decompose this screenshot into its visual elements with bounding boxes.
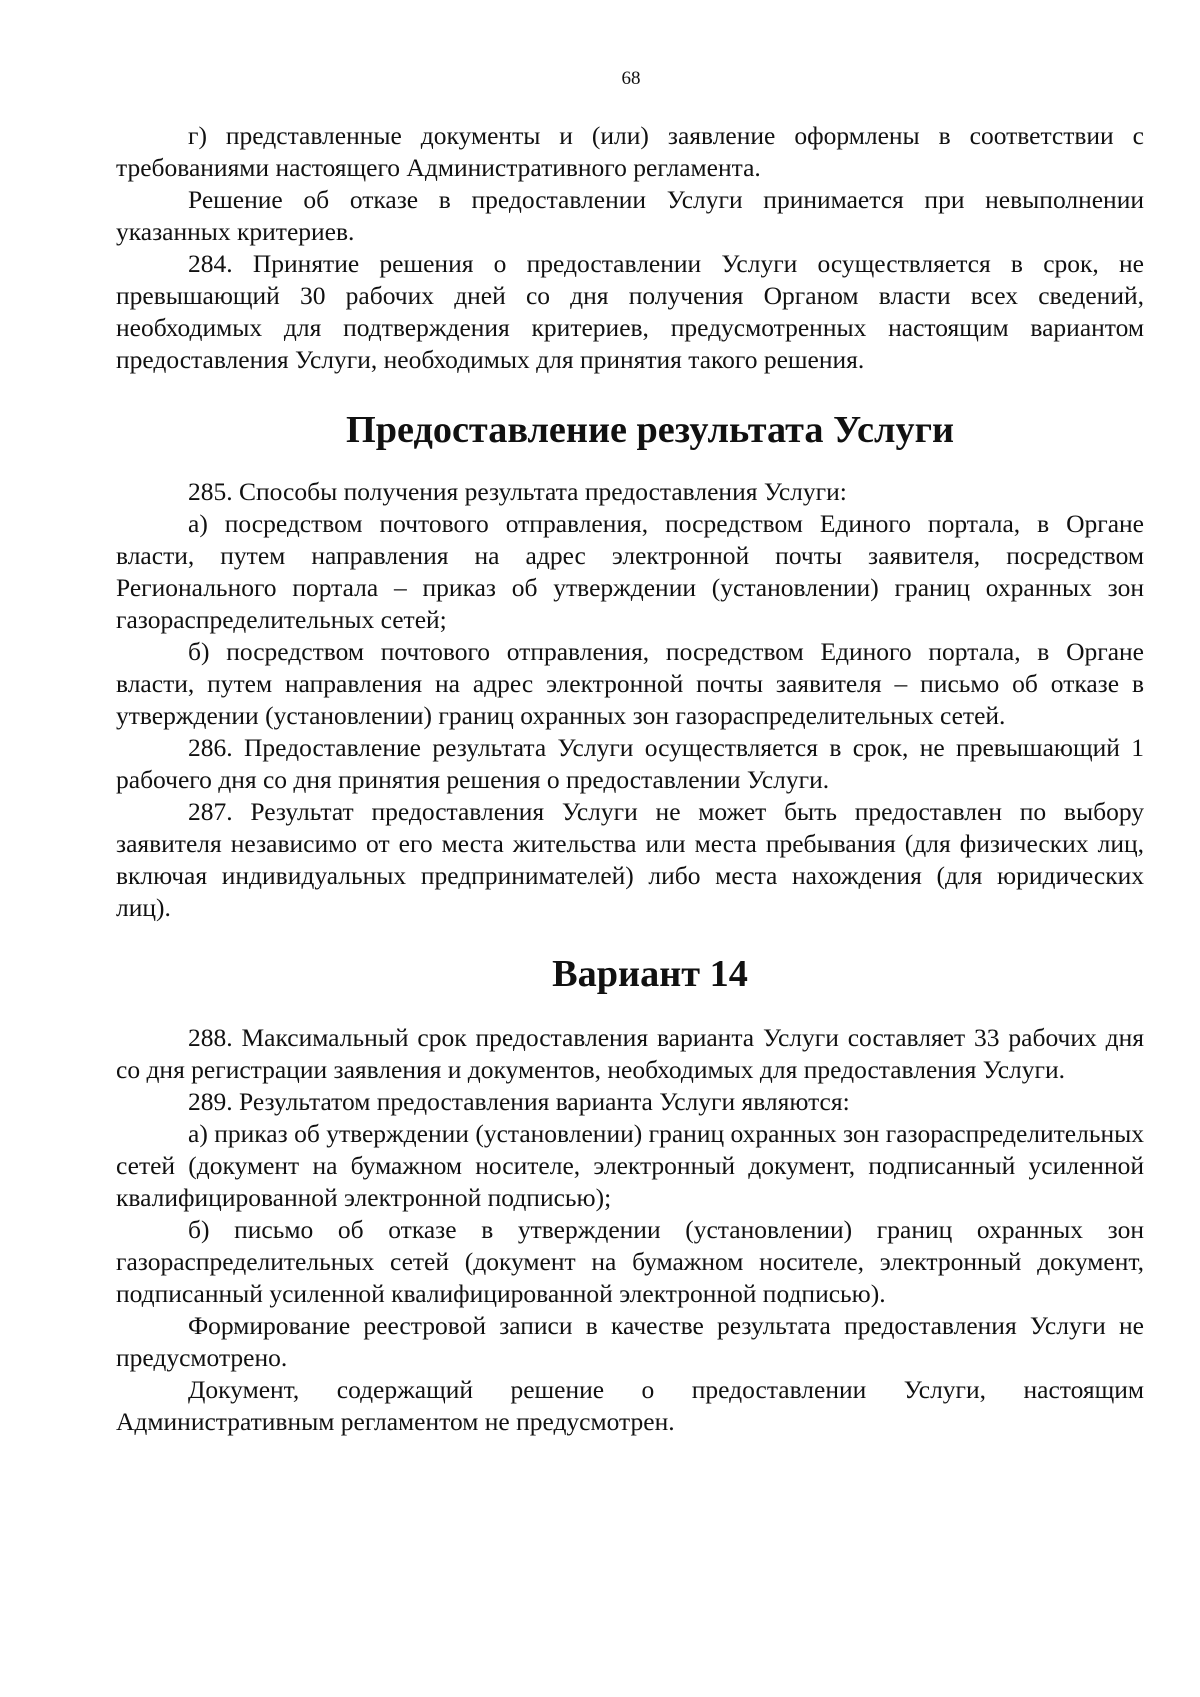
paragraph-289-a: а) приказ об утверждении (установлении) границ охранных зон газораспределительных сетей (документ на бумажном носителе, электронный документ, подписанный усиленной квалифицированной электронной подписью); bbox=[116, 1119, 1144, 1212]
paragraph-285-a: а) посредством почтового отправления, посредством Единого портала, в Органе власти, путем направления на адрес электронной почты заявителя, посредством Регионального портала – приказ об утверждении (установлении) границ охранных зон газораспределительных сетей; bbox=[116, 509, 1144, 634]
section-heading-result: Предоставление результата Услуги bbox=[345, 409, 954, 451]
page-number: 68 bbox=[621, 68, 641, 89]
paragraph-289-b: б) письмо об отказе в утверждении (установлении) границ охранных зон газораспределительных сетей (документ на бумажном носителе, электронный документ, подписанный усиленной квалифицированной электронной подписью). bbox=[116, 1215, 1144, 1308]
paragraph-decision-document: Документ, содержащий решение о предоставлении Услуги, настоящим Административным регламентом не предусмотрен. bbox=[116, 1375, 1144, 1436]
paragraph-289: 289. Результатом предоставления варианта Услуги являются: bbox=[188, 1087, 850, 1116]
paragraph-285-b: б) посредством почтового отправления, посредством Единого портала, в Органе власти, путем направления на адрес электронной почты заявителя – письмо об отказе в утверждении (установлении) границ охранных зон газораспределительных сетей. bbox=[116, 637, 1144, 730]
paragraph-registry-record: Формирование реестровой записи в качестве результата предоставления Услуги не предусмотрено. bbox=[116, 1311, 1144, 1372]
paragraph-287: 287. Результат предоставления Услуги не может быть предоставлен по выбору заявителя независимо от его места жительства или места пребывания (для физических лиц, включая индивидуальных предпринимателей) либо места нахождения (для юридических лиц). bbox=[116, 797, 1144, 922]
section-heading-variant-14: Вариант 14 bbox=[552, 953, 748, 995]
document-body bbox=[116, 120, 1144, 1438]
paragraph-288: 288. Максимальный срок предоставления варианта Услуги составляет 33 рабочих дня со дня регистрации заявления и документов, необходимых для предоставления Услуги. bbox=[116, 1023, 1144, 1084]
paragraph-refusal-decision: Решение об отказе в предоставлении Услуги принимается при невыполнении указанных критериев. bbox=[116, 185, 1144, 246]
paragraph-284: 284. Принятие решения о предоставлении Услуги осуществляется в срок, не превышающий 30 рабочих дней со дня получения Органом власти всех сведений, необходимых для подтверждения критериев, предусмотренных настоящим вариантом предоставления Услуги, необходимых для принятия такого решения. bbox=[116, 249, 1144, 374]
paragraph-item-g: г) представленные документы и (или) заявление оформлены в соответствии с требованиями настоящего Административного регламента. bbox=[116, 121, 1144, 182]
paragraph-286: 286. Предоставление результата Услуги осуществляется в срок, не превышающий 1 рабочего дня со дня принятия решения о предоставлении Услуги. bbox=[116, 733, 1144, 794]
paragraph-285: 285. Способы получения результата предоставления Услуги: bbox=[188, 477, 847, 506]
